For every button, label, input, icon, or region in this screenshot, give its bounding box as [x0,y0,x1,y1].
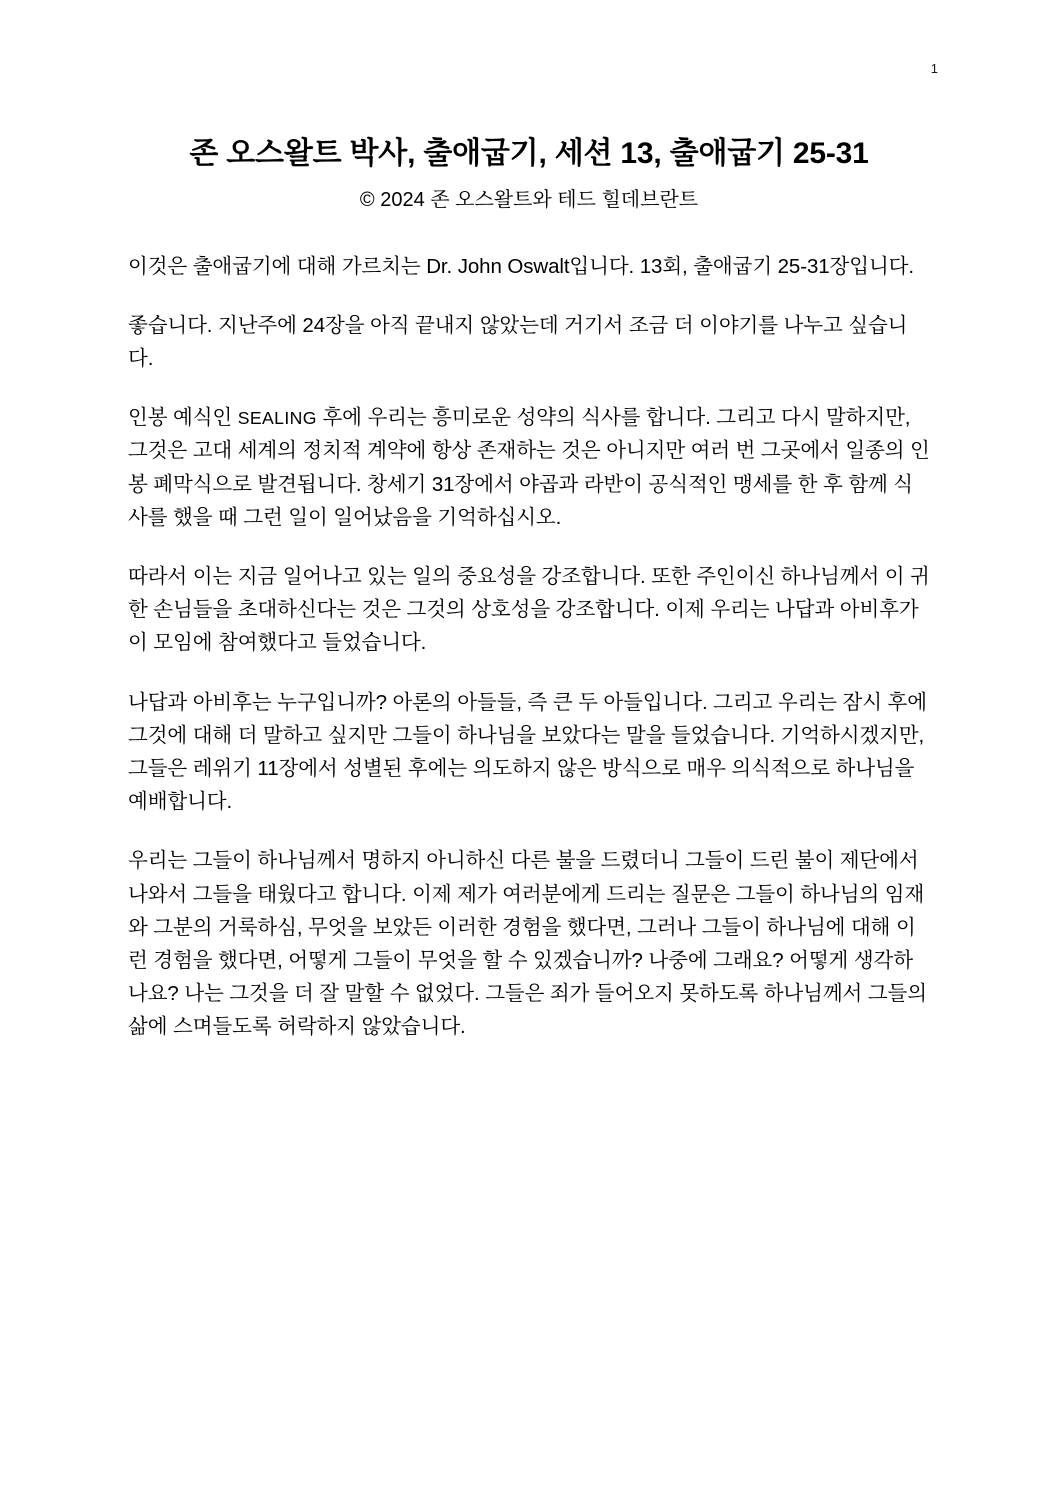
page-title: 존 오스왈트 박사, 출애굽기, 세션 13, 출애굽기 25-31 [189,137,869,170]
paragraph: 인봉 예식인 SEALING 후에 우리는 흥미로운 성약의 식사를 합니다. 그리고 다시 말하지만, 그것은 고대 세계의 정치적 계약에 항상 존재하는 것은 아니지만 여러 번 그곳에서 일종의 인봉 폐막식으로 발견됩니다. 창세기 31장에서 야곱과 라반이 공식적인 맹세를 한 후 함께 식사를 했을 때 그런 일이 일어났음을 기억하십시오. [128,406,930,529]
document-body [128,250,930,1044]
paragraph: 따라서 이는 지금 일어나고 있는 일의 중요성을 강조합니다. 또한 주인이신 하나님께서 이 귀한 손님들을 초대하신다는 것은 그것의 상호성을 강조합니다. 이제 우리는 나답과 아비후가 이 모임에 참여했다고 들었습니다. [128,565,930,655]
paragraph: 우리는 그들이 하나님께서 명하지 아니하신 다른 불을 드렸더니 그들이 드린 불이 제단에서 나와서 그들을 태웠다고 합니다. 이제 제가 여러분에게 드리는 질문은 그들이 하나님의 임재와 그분의 거룩하심, 무엇을 보았든 이러한 경험을 했다면, 그러나 그들이 하나님에 대해 이런 경험을 했다면, 어떻게 그들이 무엇을 할 수 있겠습니까? 나중에 그래요? 어떻게 생각하나요? 나는 그것을 더 잘 말할 수 없었다. 그들은 죄가 들어오지 못하도록 하나님께서 그들의 삶에 스며들도록 허락하지 않았습니다. [128,849,927,1039]
copyright-line: © 2024 존 오스왈트와 테드 힐데브란트 [359,188,699,211]
page-number: 1 [930,61,938,76]
paragraph: 나답과 아비후는 누구입니까? 아론의 아들들, 즉 큰 두 아들입니다. 그리고 우리는 잠시 후에 그것에 대해 더 말하고 싶지만 그들이 하나님을 보았다는 말을 들었습니다. 기억하시겠지만, 그들은 레위기 11장에서 성별된 후에는 의도하지 않은 방식으로 매우 의식적으로 하나님을 예배합니다. [128,690,927,814]
paragraph: 좋습니다. 지난주에 24장을 아직 끝내지 않았는데 거기서 조금 더 이야기를 나누고 싶습니다. [128,313,908,370]
paragraph: 이것은 출애굽기에 대해 가르치는 Dr. John Oswalt입니다. 13회, 출애굽기 25-31장입니다. [128,254,914,278]
